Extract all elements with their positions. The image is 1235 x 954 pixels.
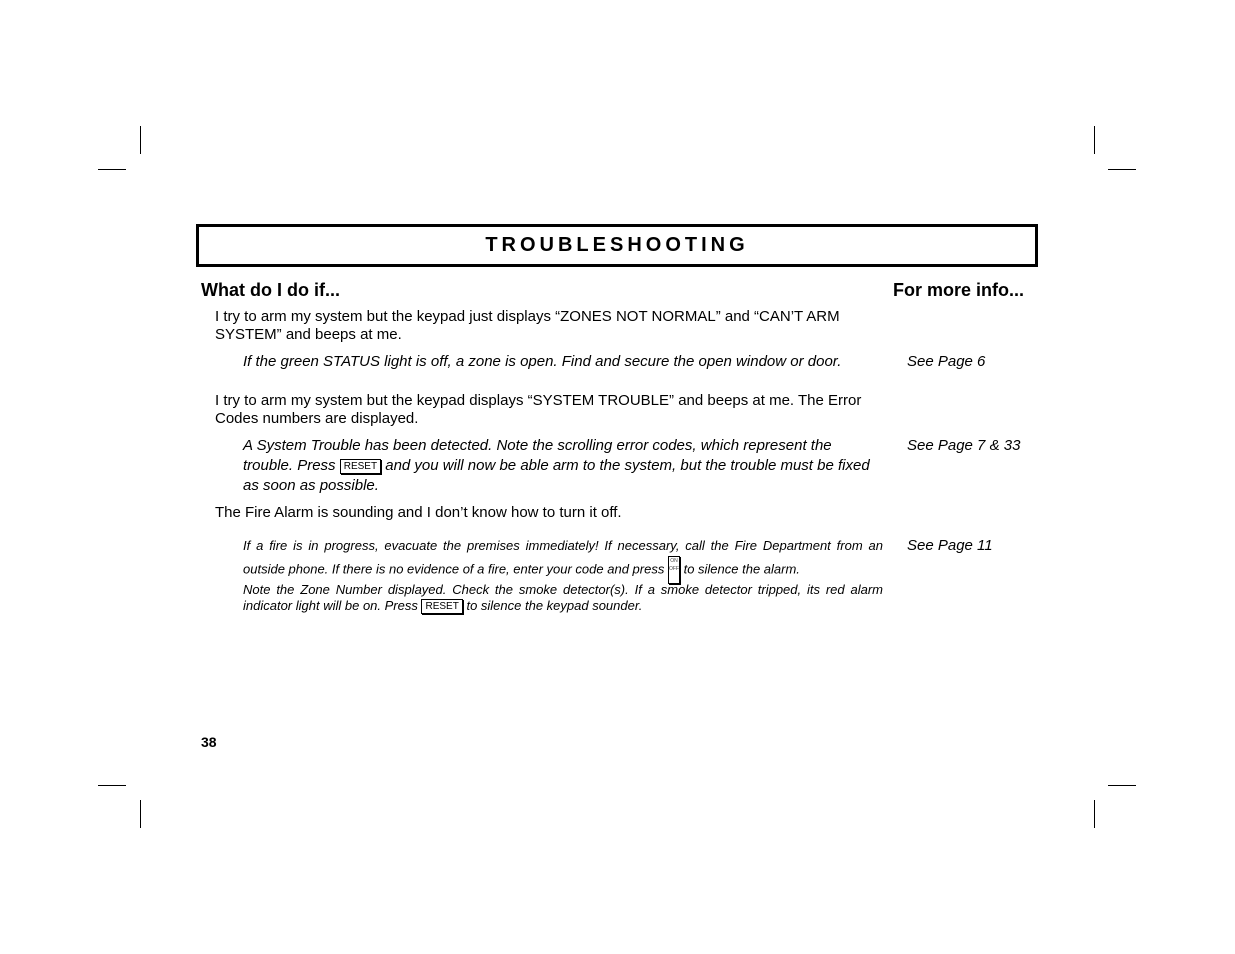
crop-mark [1108,169,1136,170]
answer-3b-text-a: Note the Zone Number displayed. Check the smoke detector(s). If a smoke detector tripped, its red alarm indicator light will be on. Press [243,582,883,613]
question-3: The Fire Alarm is sounding and I don’t know how to turn it off. [215,504,622,521]
page-number: 38 [201,734,217,750]
reset-key-icon: RESET [340,459,381,474]
answer-3b [243,582,883,614]
answer-2 [243,436,873,496]
column-header-right: For more info... [893,280,1025,300]
on-off-key-icon: ON OFF [668,556,680,584]
crop-mark [1094,800,1095,828]
reference-1: See Page 6 [907,353,986,370]
question-2: I try to arm my system but the keypad displays “SYSTEM TROUBLE” and beeps at me. The Error Codes numbers are displayed. [215,392,862,427]
crop-mark [1108,785,1136,786]
page-title-box [196,224,1038,267]
answer-3a-text-a: If a fire is in progress, evacuate the premises immediately! If necessary, call the Fire Department from an outside phone. If there is no evidence of a fire, enter your code and press [243,538,883,577]
answer-3a-text-b: to silence the alarm. [683,561,800,577]
answer-2-text-b: and you will now be able arm to the system, but the trouble must be fixed as soon as possible. [243,457,870,494]
reference-3: See Page 11 [907,537,993,554]
answer-3a [243,535,883,584]
answer-2-text-a: A System Trouble has been detected. Note the scrolling error codes, which represent the trouble. Press [243,437,832,474]
answer-3b-text-b: to silence the keypad sounder. [466,598,643,613]
column-header-left: What do I do if... [201,280,340,300]
crop-mark [1094,126,1095,154]
crop-mark [140,126,141,154]
reset-key-icon: RESET [421,599,462,614]
crop-mark [98,169,126,170]
page-title: TROUBLESHOOTING [485,234,749,256]
reference-2: See Page 7 & 33 [907,437,1021,454]
crop-mark [140,800,141,828]
question-1: I try to arm my system but the keypad just displays “ZONES NOT NORMAL” and “CAN’T ARM SYSTEM” and beeps at me. [215,308,840,343]
crop-mark [98,785,126,786]
answer-1: If the green STATUS light is off, a zone is open. Find and secure the open window or door. [243,353,842,370]
